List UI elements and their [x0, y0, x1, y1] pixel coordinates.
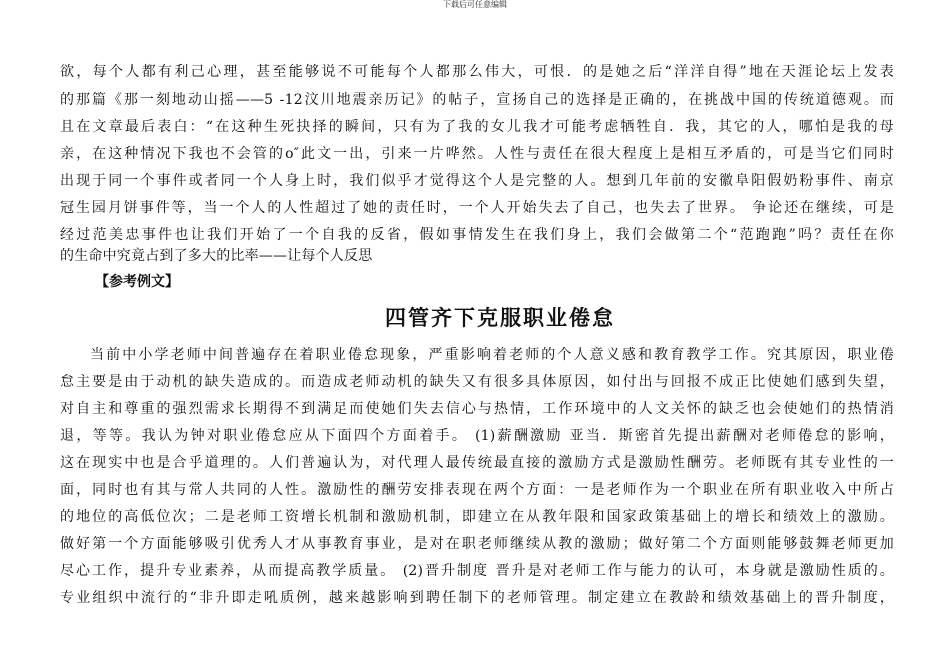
- body-line: 专业组织中流行的“非升即走吼质例，越来越影响到聘任制下的老师管理。制定建立在教龄和绩效基础上的晋升制度，: [60, 590, 894, 606]
- intro-line: 的那篇《那一刻地动山摇——5 -12汶川地震亲历记》的帖子，宣扬自己的选择是正确的，在挑战中国的传统道德观。而: [60, 92, 894, 108]
- intro-line: 且在文章最后表白：“在这种生死抉择的瞬间，只有为了我的女儿我才可能考虑牺牲自．我，其它的人，哪怕是我的母: [60, 119, 894, 135]
- body-line: 退，等等。我认为钟对职业倦怠应从下面四个方面着手。 (1)薪酬激励 亚当．斯密首先提出薪酬对老师倦怠的影响，: [60, 428, 894, 444]
- section-label: 【参考例文】: [95, 274, 179, 290]
- intro-line: 的生命中究竟占到了多大的比率——让每个人反思: [60, 248, 373, 264]
- intro-line: 经过范美忠事件也让我们开始了一个自我的反省，假如事情发生在我们身上，我们会做第二个“范跑跑”吗？责任在你: [60, 227, 894, 243]
- body-line: 的地位的高低位次；二是老师工资增长机制和激励机制，即建立在从教年限和国家政策基础上的增长和绩效上的激励。: [60, 509, 894, 525]
- body-line: 怠主要是由于动机的缺失造成的。而造成老师动机的缺失又有很多具体原因，如付出与回报不成正比使她们感到失望，: [60, 374, 894, 390]
- body-line: 对自主和尊重的强烈需求长期得不到满足而使她们失去信心与热情，工作环境中的人文关怀的缺乏也会使她们的热情消: [60, 401, 894, 417]
- body-line: 这在现实中也是合乎道理的。人们普遍认为，对代理人最传统最直接的激励方式是激励性酬劳。老师既有其专业性的一: [60, 455, 894, 471]
- intro-line: 冠生园月饼事件等，当一个人的人性超过了她的责任时，一个人开始失去了自己，也失去了世界。 争论还在继续，可是: [60, 200, 894, 216]
- intro-line: 亲，在这种情况下我也不会管的o″此文一出，引来一片哗然。人性与责任在很大程度上是相互矛盾的，可是当它们同时: [60, 146, 894, 162]
- page-header-note: 下载后可任意编辑: [443, 0, 507, 9]
- body-line: 当前中小学老师中间普遍存在着职业倦怠现象，严重影响着老师的个人意义感和教育教学工作。究其原因，职业倦: [90, 347, 894, 363]
- body-line: 面，同时也有其与常人共同的人性。激励性的酬劳安排表现在两个方面：一是老师作为一个职业在所有职业收入中所占: [60, 482, 894, 498]
- body-line: 尽心工作，提升专业素养，从而提高教学质量。 (2)晋升制度 晋升是对老师工作与能力的认可，本身就是激励性质的。: [60, 563, 894, 579]
- essay-title: 四管齐下克服职业倦怠: [385, 306, 615, 330]
- body-line: 做好第一个方面能够吸引优秀人才从事教育事业，是对在职老师继续从教的激励；做好第二个方面则能够鼓舞老师更加: [60, 536, 894, 552]
- intro-line: 出现于同一个事件或者同一个人身上时，我们似乎才觉得这个人是完整的人。想到几年前的安徽阜阳假奶粉事件、南京: [60, 173, 894, 189]
- intro-line: 欲，每个人都有利己心理，甚至能够说不可能每个人都那么伟大，可恨．的是她之后“洋洋自得”地在天涯论坛上发表: [60, 64, 894, 80]
